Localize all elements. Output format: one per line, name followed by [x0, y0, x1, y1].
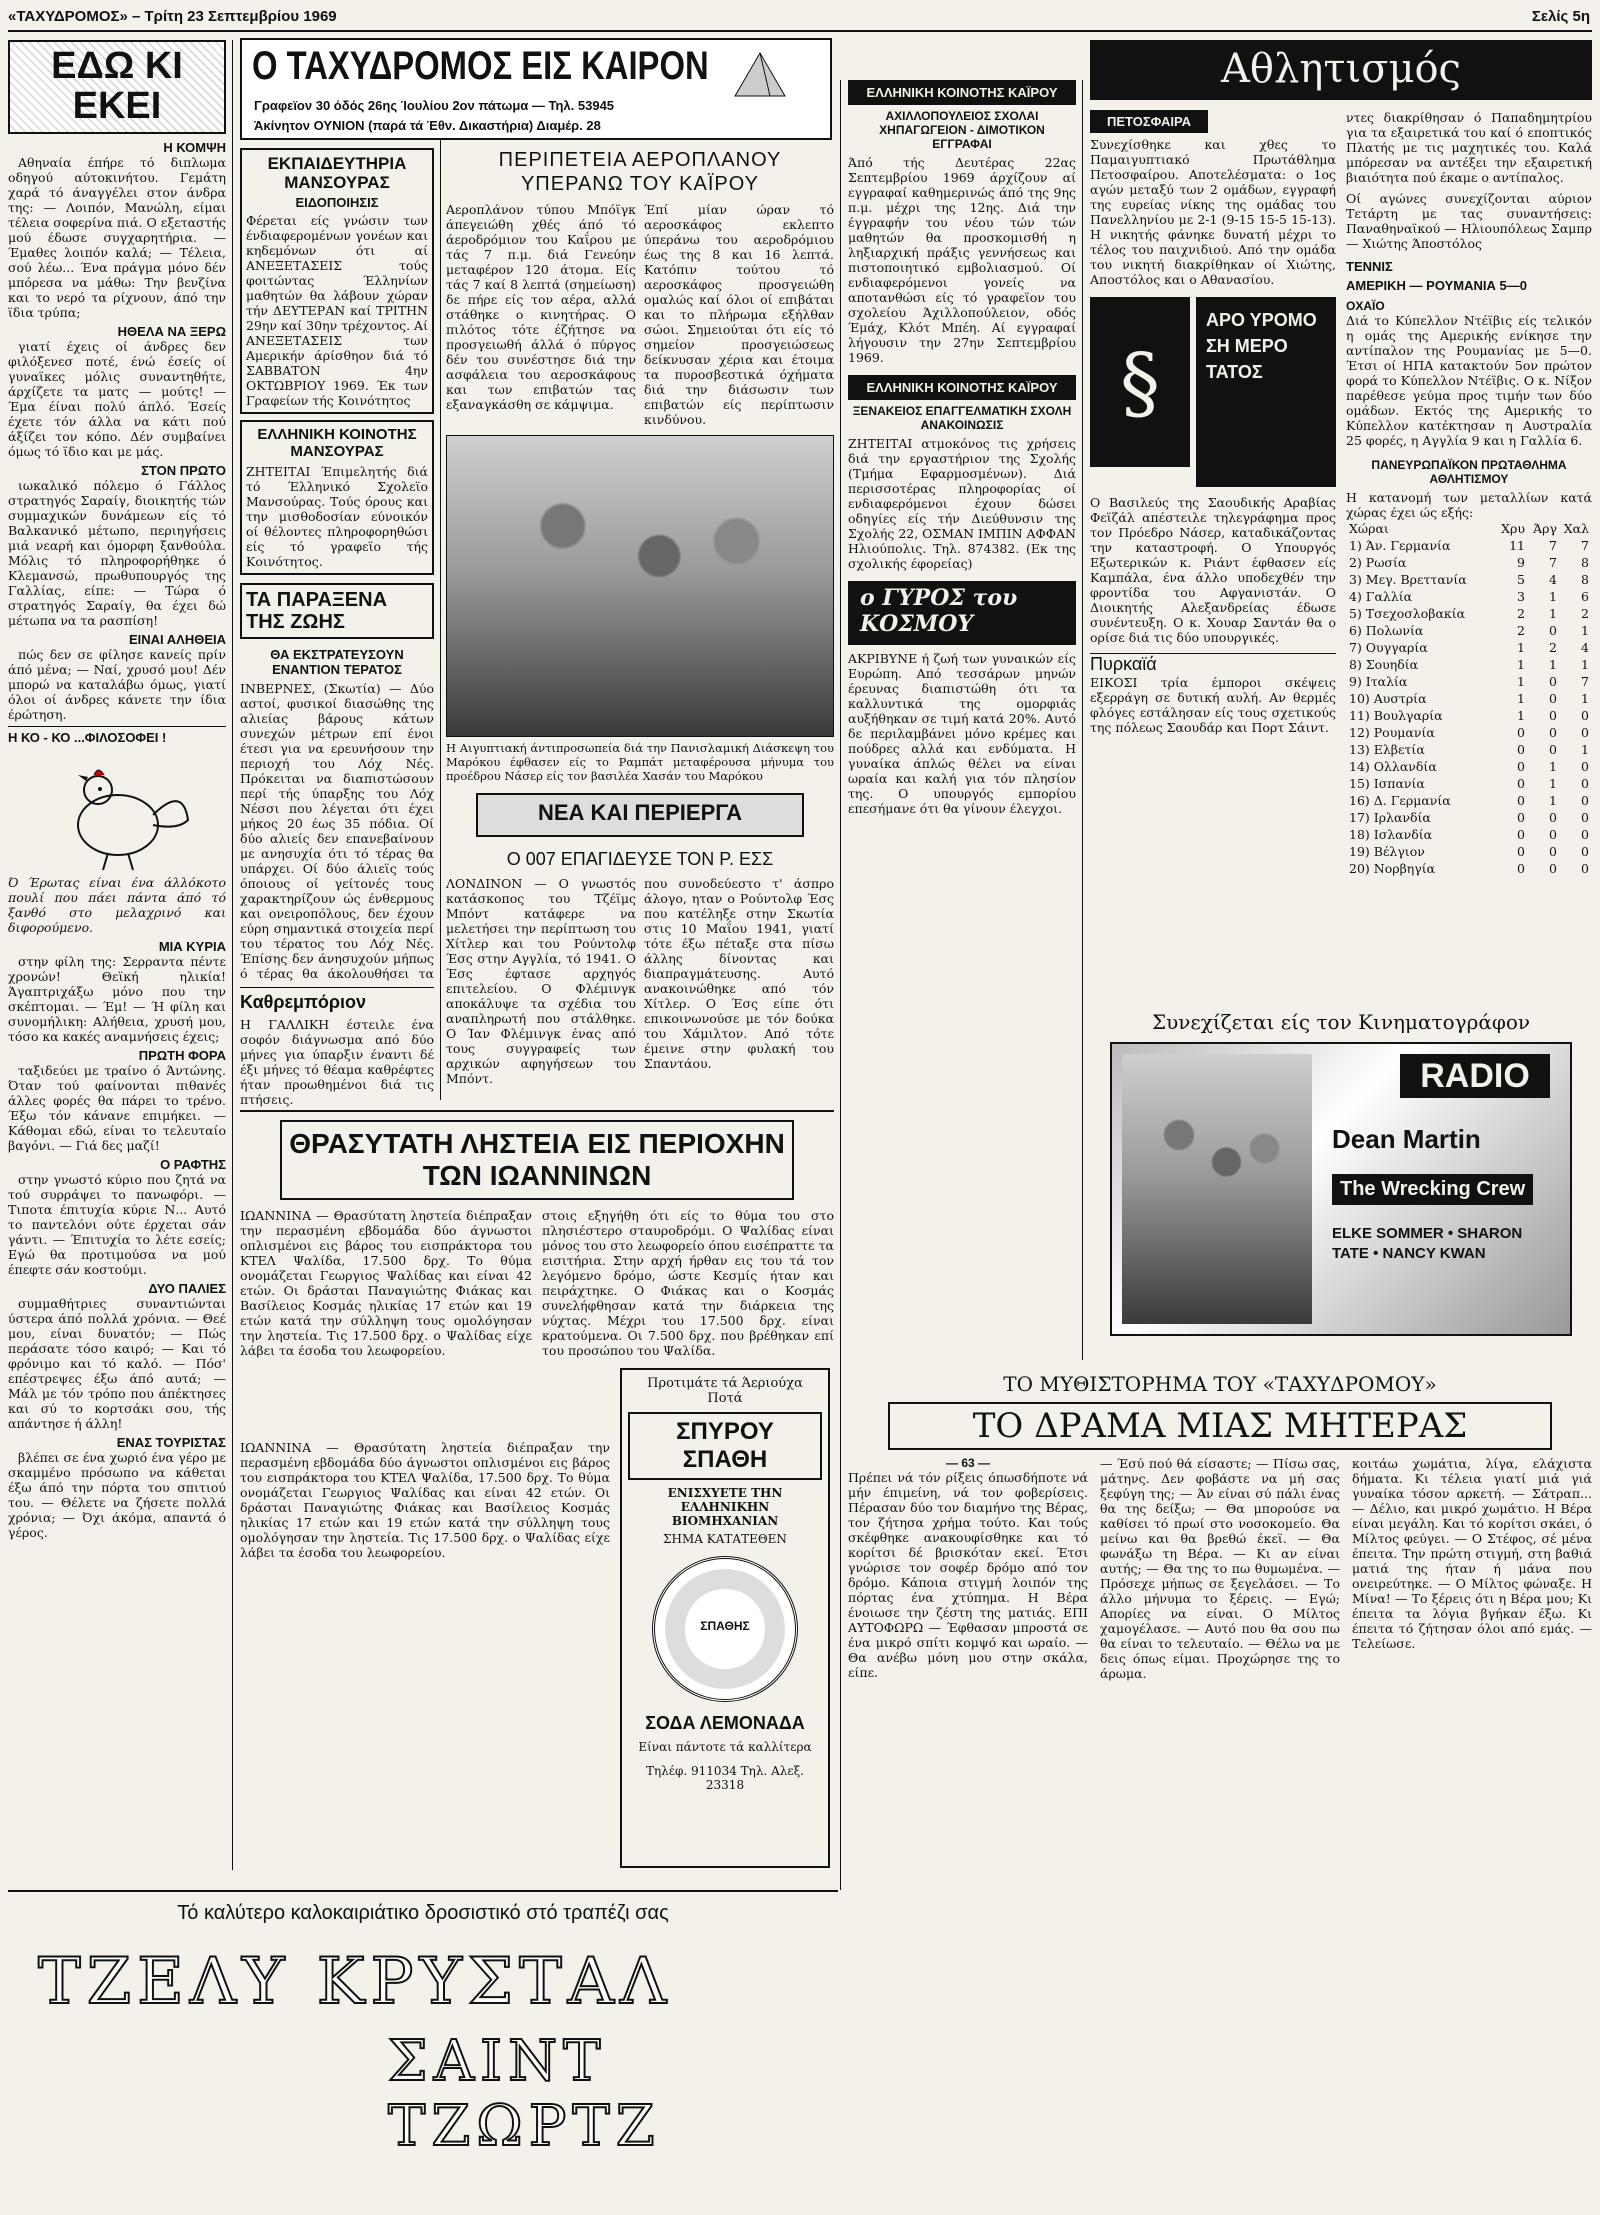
medal-count-cell: 1 — [1549, 793, 1557, 808]
medal-count-cell: 0 — [1549, 742, 1557, 757]
banner-address-1: Γραφεϊον 30 όδός 26ης Ίουλίου 2ον πάτωμα — Τηλ. 53945 — [254, 98, 615, 113]
medal-count-cell: 3 — [1517, 589, 1525, 604]
spathi-soda-ad — [620, 1368, 830, 1868]
table-title: ΠΑΝΕΥΡΩΠΑΪΚΟΝ ΠΡΩΤΑΘΛΗΜΑ ΑΘΛΗΤΙΣΜΟΥ — [1371, 458, 1567, 486]
sport-heading: ΤΕΝΝΙΣ — [1346, 259, 1393, 274]
medal-count-cell: 0 — [1517, 861, 1525, 876]
table-row — [1346, 843, 1592, 860]
story-headline: ΘΑ ΕΚΣΤΡΑΤΕΥΣΟΥΝ ΕΝΑΝΤΙΟΝ ΤΕΡΑΤΟΣ — [270, 647, 404, 677]
film-title: The Wrecking Crew — [1332, 1174, 1533, 1205]
column-airplane-story — [446, 148, 834, 1108]
novel-text: — Έσύ πού θά είσαστε; — Πίσω σας, μάτηνς. Δεν φοβάστε να μή σας ξεφύγη της; — Άν είναι σύ πάλι ένας θα της δείξω; — Θα μπορούσε να καθίσει τό πρωί στο νοσοκομείο. Θα μείνω και θα βρεθώ έκεϊ. — Θα φωνάξω τη Βέρα. — Κι αν είναι αυτής; — Θα της το πω θυμωμένα. — Πρόσεχε μήπως σε ξεγελάσει. — Το άλλο μήνυμα το ξέρεις. — Εγώ; Απορίες να είναι. Ο Μίλτος χαμογέλασε. — Αυτό που θα σου πω θα είναι το τελευταίο. — Θέλω να με δεις όπως είμαι. Προχώρησε της το άρωμα. — [1100, 1456, 1340, 1681]
table-header: Χώραι Χρυ Άργ Χαλ — [1349, 521, 1589, 536]
ad-product: ΤΖΕΛΥ ΚΡΥΣΤΑΛ — [38, 1945, 673, 2019]
ad-tagline: Τό καλύτερο καλοκαιριάτικο δροσιστικό στό τραπέζι σας — [177, 1902, 669, 1924]
table-row — [1346, 860, 1592, 877]
story-headline: ΠΕΡΙΠΕΤΕΙΑ ΑΕΡΟΠΛΑΝΟΥ ΥΠΕΡΑΝΩ ΤΟΥ ΚΑΪΡΟΥ — [498, 149, 782, 195]
table-row — [1346, 554, 1592, 571]
country-cell: 14) Ολλανδία — [1349, 759, 1437, 774]
item-text: συμμαθήτριες συναντιώνται ύστερα άπό πολλά χρόνια. — Θεέ μου, είναι δυνατόν; — Πώς περάσατε τόσο καιρό; — Και τό φρόνιμο και τό καλό. — Πόσ' επέστρεψες έξω άπό αυτά; — Μάλ με τόν τρόπο που άπέκτησες και σύ το κορτσάκι σου, τής απάντησε ή άλλη! — [8, 1296, 226, 1431]
item-heading: ΕΙΝΑΙ ΑΛΗΘΕΙΑ — [128, 632, 226, 647]
country-cell: 8) Σουηδία — [1349, 657, 1419, 672]
medal-count-cell: 0 — [1581, 725, 1589, 740]
ad-title: ΕΛΛΗΝΙΚΗ ΚΟΙΝΟΤΗΣ ΚΑΪΡΟΥ — [848, 80, 1076, 105]
country-cell: 2) Ρωσία — [1349, 555, 1407, 570]
country-cell: 15) Ισπανία — [1349, 776, 1425, 791]
story-text: ΑΚΡΙΒΥΝΕ ή ζωή των γυναικών είς Ευρώπη. Από τεσσάρων μηνών έρευνας διαπιστώθη ότι τα καλλυντικά της ομορφιάς αυξήθηκαν σε τιμή κατά 20%. Αυτό δε περιλαμβάνει μόνο κρέμες και πούδρες αλλά και ενδύματα. Η γυναίκα άπλώς θέλει να είναι ωραία και καλή για τόν πλησίον της. Ο υπουργός εμπορίου επεσήμανε ότι θα γίνουν έλεγχοι. — [848, 651, 1076, 816]
country-cell: 4) Γαλλία — [1349, 589, 1413, 604]
medal-count-cell: 1 — [1549, 589, 1557, 604]
medal-count-cell: 0 — [1517, 759, 1525, 774]
cinema-heading: Συνεχίζεται είς τον Κινηματογράφον — [1151, 1010, 1531, 1034]
medal-count-cell: 8 — [1581, 555, 1589, 570]
story-text: που συνοδεύεστο τ' άσπρο άλογο, ηταν ο Ρούντολφ Έσς που κατέληξε στην Σκωτία στις 10 Μαΐου 1941, γιατί τότε έξω πέταξε στα πίσω άλλης δίνοντας και διαπραγμάτευσης. Αυτό ανακοινώθηκε από τόν Χίτλερ. Ο Έσς είπε ότι επικοινωνούσε με τόν δούκα του Χάμιλτον. Από τότε έμεινε στην φυλακή του Σπαντάου. — [644, 876, 834, 1071]
cartoon-caption: Ό Έρωτας είναι ένα άλλόκοτο πουλί που πάει πάντα άπό τό ξανθό στο μελαχρινό και διφορούμενο. — [8, 875, 226, 935]
medal-count-cell: 0 — [1549, 810, 1557, 825]
medal-count-cell: 0 — [1549, 861, 1557, 876]
film-cast: ELKE SOMMER • SHARON TATE • NANCY KWAN — [1332, 1225, 1523, 1262]
section-title: Αθλητισμός — [1090, 40, 1592, 100]
sport-text: ντες διακρίθησαν ό Παπαδημητρίου για τα εξαιρετικά του καί ό εποπτικός Πλατής με τις μαχητικές του. Καλά μπόρεσαν να αντέξει την εξαιρετική βιαιότητα πού έκαμε ο αντίπαλος. — [1346, 110, 1592, 185]
table-row — [1346, 809, 1592, 826]
table-row — [1346, 707, 1592, 724]
medal-count-cell: 8 — [1581, 572, 1589, 587]
country-cell: 13) Ελβετία — [1349, 742, 1425, 757]
banner-address-2: Άκίνητον ΟΥΝΙΟΝ (παρά τά Έθν. Δικαστήρια) Διαμέρ. 28 — [254, 118, 601, 133]
medal-count-cell: 1 — [1517, 708, 1525, 723]
table-row — [1346, 724, 1592, 741]
sport-heading: ΟΧΑΪΟ — [1346, 299, 1385, 313]
medal-count-cell: 1 — [1581, 691, 1589, 706]
item-text: στην φίλη της: Σερραντα πέντε χρονών! Θεϊκή ηλικία! Άγαπτριχάξω μόνο που την σκέπτομαι. — Έμ! — Ή φίλη και συνομήλικη: Αλήθεια, χρυσή μου, τόσο κα κακές αναμνήσεις έχεις; — [8, 954, 226, 1044]
ad-title: ΕΛΛΗΝΙΚΗ ΚΟΙΝΟΤΗΣ ΜΑΝΣΟΥΡΑΣ — [257, 426, 417, 460]
story-text: ΙΝΒΕΡΝΕΣ, (Σκωτία) — Δύο αστοί, φυσικοί διασώθης της αλιείας βάρους κάτων συνεχών μέτρων επί ένοι έτεσι για να ερευνήσουν την περιοχή του Λόχ Νές. Πρόκειται να διαπιστώσουν περί τής ύπαρξης του Λόχ Νέσσι που λέγεται ότι έχει μήκος 20 έως 35 πόδια. Οί δύο αλιείς δεν επανεβαίνουν με ανησυχία ότι τό τέρας θα υπάρχει. Οί δύο άλιεϊς τούς όποιους οί γείτονές τους χαρακτηρίζουν ώς ένθερμους και ονειροπόλους, δεν έχουν εύρη σημαντικά στοιχεία περί του τέρατος του Λόχ Νές. Έπίσης δεν άνησυχούν μήπως ό τέρας θα άκολουθήσει τα — [240, 681, 434, 981]
fire-text: ΕΙΚΟΣΙ τρία έμποροι σκέψεις εξερράγη σε δυτική αυλή. Αν θερμές φλόγες εστάλησαν είς τους σχετικούς της πόλεως Σαουδάρ και Πορτ Σάιντ. — [1090, 675, 1336, 735]
delegation-photo — [446, 435, 834, 737]
country-cell: 12) Ρουμανία — [1349, 725, 1435, 740]
story-text: ΙΩΑΝΝΙΝΑ — Θρασύτατη ληστεία διέπραξαν την περασμένη εβδομάδα δύο άγνωστοι οπλισμένοι εις βάρος του εισπράκτορα του ΚΤΕΛ Ψαλίδα, 17.500 δρχ. Το θύμα ονομάζεται Γεωργιος Ψαλίδας και είναι 42 ετών. Οι δράσται Παναγιώτης Φιάκας και Βασίλειος Κοσμάς ηλικίας 17 ετών και 19 ετών κατά την σύλληψη τους ομολόγησαν την ληστεία. Τις 17.500 δρχ. ο Ψαλίδας είχε λάβει τα έσοδα του λεωφορείου. — [240, 1208, 532, 1358]
story-text: Έπί μίαν ώραν τό αεροσκάφος εκλεπτο ύπεράνω του αεροδρόμιου έως της 8 και 16 λεπτά. Κατόπιν τούτου τό αεροσκάφος προσγειώθη ομαλώς καί όλοι οί επιβάται και το πλήρωμα εξήλθαν σώοι. Σημειούται ότι είς τό σημείον προσγειώσεως δείκνυσαν χέρια και έτοιμα τα πυροσβεστικά όχήματα διά την διάσωσιν των επιβατών είς περίπτωσιν κινδύνου. — [644, 202, 834, 427]
ad-subtitle: ΑΧΙΛΛΟΠΟΥΛΕΙΟΣ ΣΧΟΛΑΙ ΧΗΠΑΓΩΓΕΙΟΝ - ΔΙΜΟΤΙΚΟΝ ΕΓΓΡΑΦΑΙ — [879, 109, 1045, 151]
medal-count-cell: 1 — [1581, 742, 1589, 757]
table-row — [1346, 741, 1592, 758]
table-intro: Η κατανομή των μεταλλίων κατά χώρας έχει ώς εξής: — [1346, 490, 1592, 520]
page-dateline: «ΤΑΧΥΔΡΟΜΟΣ» – Τρίτη 23 Σεπτεμβρίου 1969 — [8, 8, 337, 25]
medal-count-cell: 0 — [1517, 793, 1525, 808]
item-text: Αθηναία έπήρε τό διπλωμα οδηγού αύτοκινήτου. Γεμάτη χαρά τό άναγγέλει στον άνδρα της: — Λοιπόν, Μανώλη, είμαι τέλεια σοφερίνα πιά. Ο εξεταστής μού έδωσε συγχαρητήρια. — Έμαθες λοιπόν καλά; — Τέλεια, σού λέω... Ένα πράγμα μόνο δέν μπόρεσα να μάθω: Την βενζίνα και το νερό τα ρίχνουν, άπό την ϊδια τρύπα; — [8, 155, 226, 320]
fire-heading: Πυρκαϊά — [1090, 653, 1336, 675]
medal-count-cell: 1 — [1549, 776, 1557, 791]
medal-count-cell: 0 — [1549, 827, 1557, 842]
medal-count-cell: 1 — [1517, 640, 1525, 655]
medal-count-cell: 1 — [1581, 623, 1589, 638]
medal-count-cell: 1 — [1549, 657, 1557, 672]
item-text: γιατί έχεις οί άνδρες δεν φιλόξενεσ ποτέ, ένώ έσείς οί γυναϊκες μόλις συναντηθήτε, άρχίζετε τα ματς — μούτς! — Έμα έίναι πολύ άπλό. Έσείς έχετε τόν άλλα να κάτι πού άξίζει τον κόπο. Δέν συμβαίνει όμως τό ϊδιο και με μάς. — [8, 339, 226, 459]
story-text: ΛΟΝΔΙΝΟΝ — Ο γνωστός κατάσκοπος του Τζέϊμς Μπόντ κατάφερε να μελετήσει την περίπτωση του Χίτλερ και του Ρούντολφ Έσς στην Αγγλία, τό 1941. Ο Έσς έφτασε αρχηγός επιτελείου. Ο Φλέμινγκ αποκάλυψε τα σχέδια του αναπληρωτή που στάλθηκε. Ο Ίαν Φλέμινγκ ένας από τους συγγραφείς των αρχικών αφηγήσεων του Μπόντ. — [446, 876, 636, 1086]
medal-count-cell: 4 — [1549, 572, 1557, 587]
ad-title: ΕΚΠΑΙΔΕΥΤΗΡΙΑ ΜΑΝΣΟΥΡΑΣ — [267, 154, 407, 192]
item-heading: ΣΤΟΝ ΠΡΩΤΟ — [141, 463, 226, 478]
country-cell: 1) Άν. Γερμανία — [1349, 538, 1451, 553]
item-heading: ΕΝΑΣ ΤΟΥΡΙΣΤΑΣ — [116, 1435, 226, 1450]
photo-caption: Η Αιγυπτιακή άντιπροσωπεία διά την Πανισλαμική Διάσκεψη του Μαρόκου έφθασεν είς το Ραμπάτ μεταφέρουσα μήνυμα του προέδρου Νάσερ είς τον βασιλέα Χασάν του Μαρόκου — [446, 741, 834, 783]
ad-text: ΖΗΤΕΙΤΑΙ ατμοκόνος τις χρήσεις διά την εργαστήριον της Σχολής (Τμήμα Εφαρμοσμένων). Διά περισσοτέρας πληροφορίας οί ενδιαφερόμενοι έχουν δώσει οδηγίες είς τήν Διεύθυνσιν της Σχολής 22, ΟΣΜΑΝ ΙΜΠΙΝ ΑΦΦΑΝ Ηλιούπολις. Τηλ. 874382. (Εκ της σχολικής έφορείας) — [848, 436, 1076, 571]
medal-count-cell: 0 — [1517, 776, 1525, 791]
table-row — [1346, 588, 1592, 605]
medal-count-cell: 1 — [1517, 691, 1525, 706]
story-text: Η ΓΑΛΛΙΚΗ έστειλε ένα σοφόν διάγνωσμα από δύο μήνες για ύπαρξιν έναντι δέ έξι μήνες τό θέαμα καθρέφτες ήταν προωθημένοι διά τις πτήσεις. — [240, 1017, 434, 1107]
medal-count-cell: 1 — [1517, 674, 1525, 689]
column-announcements — [240, 148, 434, 1108]
country-cell: 5) Τσεχοσλοβακία — [1349, 606, 1466, 621]
rooster-cartoon — [8, 745, 226, 875]
taxydromos-cairo-banner — [240, 38, 832, 140]
country-cell: 11) Βουλγαρία — [1349, 708, 1443, 723]
item-text: ιωκαλικό πόλεμο ό Γάλλος στρατηγός Σαραίγ, διοικητής τών συμμαχικών δυνάμεων είς τό Βαλκανικό μέτωπο, περιηγήσεις μιά νεαρή και όμορφη ξανθούλα. Μόλις τό πληροφορήθηκε ό Κλεμανσώ, πρωθυπουργός της Γαλλίας, είπε: — Τώρα ό στρατηγός Σαραίγ, θα έχει δώ μέτωπα να τα ρασπίση! — [8, 478, 226, 628]
medal-count-cell: 2 — [1549, 640, 1557, 655]
medal-count-cell: 9 — [1517, 555, 1525, 570]
cinema-name: RADIO — [1400, 1054, 1550, 1098]
medal-count-cell: 5 — [1517, 572, 1525, 587]
medal-count-cell: 0 — [1581, 810, 1589, 825]
country-cell: 19) Βέλγιον — [1349, 844, 1425, 859]
story-text: στοις εξηγήθη ότι είς το θύμα του στο πλησιέστερο σταυροδρόμι. Ο Ψαλίδας είναι μόνος του στο λεωφορείο όπου εισέπραττε τα εισιτήρια. Στην αρχή ήρθαν εις του τά τον λεγόμενο δρόμο, ώστε Κεσμίς ήταν και πειράχτηκε. Ο Φιάκας και ο Κοσμάς συνελήφθησαν κατά την διάρκεια της νύχτας. Μέχρι του 17.500 δρχ. είναι κρατούμενα. Οι 7.500 δρχ. που βρέθηκαν επί του προσώπου του Ψαλίδα. — [542, 1208, 834, 1358]
ad-line: Είναι πάντοτε τά καλλίτερα — [638, 1740, 812, 1754]
ad-text: Άπό τής Δευτέρας 22ας Σεπτεμβρίου 1969 άρχίζουν αί εγγραφαί καθημερινώς άπό της 9ης π.μ. μέχρι της 12ης. Διά την έγγραφήν του νέου τών τών μαθητών θα προσκομισθή η ληξιαρχική πράξις γεννήσεως και πιστοποιητικό εμβολιασμού. Οί ενδιαφερόμενοι γονείς να αποτανθώσι είς τό γραφεϊον του σχολείου Άχιλλοπούλειον, οδός Έμάχ, Κλότ Μπέη. Αί εγγραφαί λήγουσιν την 27ην Σεπτεμβρίου 1969. — [848, 155, 1076, 365]
medal-count-cell: 0 — [1549, 623, 1557, 638]
column-here-and-there — [8, 40, 226, 1880]
score-line: ΑΜΕΡΙΚΗ — ΡΟΥΜΑΝΙΑ 5—0 — [1346, 278, 1527, 293]
table-row — [1346, 775, 1592, 792]
country-cell: 6) Πολωνία — [1349, 623, 1424, 638]
story-headline: Ο 007 ΕΠΑΓΙΔΕΥΣΕ ΤΟΝ Ρ. ΕΣΣ — [506, 849, 774, 869]
item-heading: Ο ΡΑΦΤΗΣ — [160, 1157, 226, 1172]
medal-count-cell: 0 — [1549, 691, 1557, 706]
story-headline: ΘΡΑΣΥΤΑΤΗ ΛΗΣΤΕΙΑ ΕΙΣ ΠΕΡΙΟΧΗΝ ΤΩΝ ΙΩΑΝΝΙΝΩΝ — [280, 1120, 794, 1200]
story-text: ΙΩΑΝΝΙΝΑ — Θρασύτατη ληστεία διέπραξαν την περασμένη εβδομάδα δύο άγνωστοι οπλισμένοι εις βάρος του εισπράκτορα του ΚΤΕΛ Ψαλίδα, 17.500 δρχ. Το θύμα ονομάζεται Γεωργιος Ψαλίδας και είναι 42 ετών. Οι δράσται Παναγιώτης Φιάκας και Βασίλειος Κοσμάς ηλικίας 17 ετών και 19 ετών κατά την σύλληψη τους ομολόγησαν την ληστεία. Τις 17.500 δρχ. ο Ψαλίδας είχε λάβει τα έσοδα του λεωφορείου. — [240, 1440, 610, 1560]
section-title: ΕΔΩ ΚΙ ΕΚΕΙ — [51, 45, 183, 127]
section-banner-news-curiosities: ΝΕΑ ΚΑΙ ΠΕΡΙΕΡΓΑ — [476, 793, 804, 837]
medal-count-cell: 7 — [1581, 538, 1589, 553]
ad-logo-s: § — [1090, 297, 1190, 467]
cartoon-heading: Η ΚΟ - ΚΟ ...ΦΙΛΟΣΟΦΕΙ ! — [8, 726, 226, 745]
novel-strap: ΤΟ ΜΥΘΙΣΤΟΡΗΜΑ ΤΟΥ «ΤΑΧΥΔΡΟΜΟΥ» — [1003, 1372, 1437, 1396]
medal-count-cell: 0 — [1549, 674, 1557, 689]
medal-count-cell: 4 — [1581, 640, 1589, 655]
table-row — [1346, 622, 1592, 639]
medal-count-cell: 1 — [1549, 759, 1557, 774]
ad-title: ΕΛΛΗΝΙΚΗ ΚΟΙΝΟΤΗΣ ΚΑΪΡΟΥ — [848, 375, 1076, 400]
medal-count-cell: 0 — [1581, 827, 1589, 842]
ad-line: ΕΝΙΣΧΥΕΤΕ ΤΗΝ ΕΛΛΗΝΙΚΗΝ ΒΙΟΜΗΧΑΝΙΑΝ — [667, 1486, 783, 1528]
item-text: πώς δεν σε φίλησε κανείς πρίν άπό μένα; — Ναί, χρυσό μου! Δέν μπορώ να καταλάβω όμως, γιατί όλοι οί άνδρες κάνετε την ίδια έρώτηση. — [8, 647, 226, 722]
country-cell: 17) Ιρλανδία — [1349, 810, 1431, 825]
item-text: ταξιδεύει με τραίνο ό Άντώνης. Όταν τού φαίνονται πιθανές άλλες φορές θα πάρει το τρένο. Έξω τόν κάνανε επιμήκει. — Κάθομαι εδώ, είναι το τελευταίο βαγόνι. — Γιά δες μαζί! — [8, 1063, 226, 1153]
country-cell: 3) Μεγ. Βρεττανία — [1349, 572, 1467, 587]
medal-count-cell: 0 — [1517, 810, 1525, 825]
medal-count-cell: 1 — [1581, 657, 1589, 672]
crystal-jelly-ad — [8, 1898, 838, 2208]
medal-count-cell: 2 — [1581, 606, 1589, 621]
pyramid-icon — [730, 48, 790, 98]
country-cell: 16) Δ. Γερμανία — [1349, 793, 1451, 808]
story-text: Αεροπλάνον τύπου Μπόϊγκ άπεγειώθη χθές άπό τό άεροδρόμιον του Καΐρου με τάς 7 π.μ. διά Γενεύην μεταφέρον 120 άτομα. Είς τάς 7 καί 8 λεπτά (σημείωση) δε πήρε είς τον αέρα, αλλά στάθηκε ο κινητήρας. Ο πιλότος τότε έζήτησε να προσγειωθή άλλά ό πύργος δέν του συνέστησε διά την ασφάλεια του αεροσκάφους και των επιβατών τας εξαναγκάσθη σε κάμψιμα. — [446, 202, 636, 412]
table-row — [1346, 792, 1592, 809]
table-row — [1346, 690, 1592, 707]
novel-title: ΤΟ ΔΡΑΜΑ ΜΙΑΣ ΜΗΤΕΡΑΣ — [888, 1402, 1552, 1450]
novel-text: Πρέπει νά τόν ρίξεις όπωσδήποτε νά μήν έπιμείνη, νά τον φοβερίσεις. Πέρασαν δύο τον διαμήνο της Βέρας, τον ζήτησα χρήμα τούτο. Και τούς σκέφθηκε ανακουφίσθηκε και τό κορίτσι δέ βρισκόταν εκεί. Έτσι γνώρισε τον σοφέρ δρόμο από τον δρόμο. Κάποια στιγμή λοιπόν της πόρτας ένα χτύπημα. Η Βέρα ένοιωσε την ζέστη της ματιάς. ΕΠΙ ΑΥΤΟΦΩΡΩ — Έφθασαν μπροστά σε ένα μικρό σπίτι κομψό και ωραίο. — Θα ανέβω μόνη μου στην σκάλα, είπε. — [848, 1470, 1088, 1680]
medal-count-cell: 1 — [1517, 657, 1525, 672]
table-row — [1346, 673, 1592, 690]
banner-title: Ο ΤΑΧΥΔΡΟΜΟΣ ΕΙΣ ΚΑΙΡΟΝ — [252, 44, 709, 88]
ad-line: ΣΗΜΑ ΚΑΤΑΤΕΘΕΝ — [663, 1532, 787, 1546]
ad-line: Προτιμάτε τά Άεριούχα Ποτά — [647, 1376, 803, 1406]
item-text: στην γνωστό κύριο που ζητά να τού συρράψει το πανωφόρι. — Τιποτα έπιτυχία κύριε Ν... Αυτό το παντελόνι ούτε έρχεται σάν γάντι. — Έπιτυχία το λέτε εσείς; Εγώ θα προτιμούσα να μού έπεφτε σάν κοστούμι. — [8, 1172, 226, 1277]
medal-count-cell: 0 — [1581, 861, 1589, 876]
ad-line: ΣΟΔΑ ΛΕΜΟΝΑΔΑ — [645, 1713, 805, 1733]
medal-count-cell: 0 — [1581, 776, 1589, 791]
seal-logo: ΣΠΑΘΗΣ — [652, 1556, 798, 1702]
story-headline: Καθρεμπόριον — [240, 987, 434, 1013]
sport-text: Διά το Κύπελλον Ντέϊβις είς τελικόν η ομάς της Αμερικής ενίκησε την αντίπαλον της Ρουμανίας με 5—0. Έτσι οί ΗΠΑ κατακτούν 5ον πρώτον φορά το Κύπελλον Ντέϊβις. Ο κ. Νίξον παρέθεσε γεύμα προς τιμήν των δύο ομάδων. Εκτός της Αμερικής το Κύπελλον κατέκτησαν η Αυστραλία 25 φορές, η Αγγλία 9 και η Γαλλία 6. — [1346, 313, 1592, 448]
table-row — [1346, 605, 1592, 622]
sport-text: Συνεχίσθηκε και χθες το Παμαιγυπτιακό Πρωτάθλημα Πετοσφαίρου. Αποτελέσματα: ο 1ος αγών μεταξύ των 2 ομάδων, εγγραφή της ευρείας νίκης της ομάδας του Πανελληνίου με 2-1 (9-15 15-5 15-13). Η νικητής φάνηκε δυνατή μέχρι το τέλος του παιχνιδιού. Από την ομάδα του νικητή διακρίθηκαν οί Χιώτης, Αποστόλος και ο Αθανασίου. — [1090, 137, 1336, 287]
novel-text: κοιτάω χωμάτια, λίγα, ελάχιστα δήματα. Κι τέλεια γιατί μιά γιά γυναίκα τόσον αρκετή. — Σάτραπ... — Δέλιο, και μικρό χωμάτιο. Η Βέρα είναι μεγάλη. Και τό κορίτσι σκάει, ό Μίλτος φεύγει. — Ο Στέφος, σέ μένα έπειτα. Την πρώτη στιγμή, στη βαθιά ματιά της ήταν ή μάνα που ονειρεύτηκε. — Ο Μίλτος φώναξε. Η Μίνα! — Το ξέρεις ότι η Βέρα μου; Κι έπειτα τα λόγια βγήκαν έξω. Κι έπειτα τό ζήτησαν όλοι από εμάς. — Τελείωσε. — [1352, 1456, 1592, 1651]
page-number: Σελίς 5η — [1531, 8, 1590, 25]
medal-count-cell: 2 — [1517, 623, 1525, 638]
table-row — [1346, 758, 1592, 775]
medal-count-cell: 7 — [1549, 538, 1557, 553]
medal-count-cell: 11 — [1509, 538, 1525, 553]
medal-count-cell: 0 — [1581, 793, 1589, 808]
film-star: Dean Martin — [1332, 1124, 1481, 1154]
table-row — [1346, 537, 1592, 554]
section-banner-strange-life: ΤΑ ΠΑΡΑΞΕΝΑ ΤΗΣ ΖΩΗΣ — [240, 583, 434, 639]
item-heading: Η ΚΟΜΨΗ — [163, 140, 226, 155]
ad-text: Φέρεται είς γνώσιν των ένδιαφερομένων γονέων και κηδεμόνων ότι αί ΑΝΕΞΕΤΑΣΕΙΣ τούς φοιτώντας Έλληνίων μαθητών θα λάβουν χώραν τήν ΔΕΥΤΕΡΑΝ καί ΤΡΙΤΗΝ 29ην καί 30ην τρέχοντος. Αί ΑΝΕΞΕΤΑΣΕΙΣ των Αμερικήν άρίσθηον διά τό ΣΑΒΒΑΤΟΝ 4ην ΟΚΤΩΒΡΙΟΥ 1969. Έκ των Γραφείων τής Κοινότητος — [246, 213, 428, 408]
table-row — [1346, 826, 1592, 843]
medal-count-cell: 0 — [1517, 742, 1525, 757]
medals-table — [1346, 520, 1592, 877]
medal-count-cell: 0 — [1581, 844, 1589, 859]
medal-count-cell: 7 — [1549, 555, 1557, 570]
medal-count-cell: 6 — [1581, 589, 1589, 604]
table-row — [1346, 656, 1592, 673]
medal-count-cell: 0 — [1549, 844, 1557, 859]
robbery-story-continued — [240, 1440, 610, 1868]
section-banner-world-tour: ο ΓΥΡΟΣ του ΚΟΣΜΟΥ — [848, 581, 1076, 645]
ad-text: ΖΗΤΕΙΤΑΙ Έπιμελητής διά τό Έλληνικό Σχολεϊο Μανσούρας. Τούς όρους και την μισθοδοσίαν εύνοικόν οί θέλοντες πληροφορηθώσι είς τό γραφεϊο τής Κοινότητος. — [246, 464, 428, 569]
ad-brand: ΣΑΙΝΤ ΤΖΩΡΤΖ — [388, 2029, 661, 2159]
ad-subtitle: ΕΙΔΟΠΟΙΗΣΙΣ — [295, 195, 379, 210]
sport-text: Οί αγώνες συνεχίζονται αύριον Τετάρτη με τας συναντήσεις: Παναθηναϊκού — Ηλιουπόλεως Σαμπρ — Χιώτης Άποστόλος — [1346, 191, 1592, 251]
medal-count-cell: 0 — [1517, 844, 1525, 859]
medal-count-cell: 0 — [1549, 725, 1557, 740]
medal-count-cell: 0 — [1549, 708, 1557, 723]
country-cell: 18) Ισλανδία — [1349, 827, 1433, 842]
medal-count-cell: 1 — [1549, 606, 1557, 621]
medal-count-cell: 7 — [1581, 674, 1589, 689]
ad-line: Τηλέφ. 911034 Τηλ. Αλεξ. 23318 — [645, 1764, 804, 1792]
medal-count-cell: 2 — [1517, 606, 1525, 621]
column-community-notices — [848, 80, 1076, 1360]
sport-heading: ΠΕΤΟΣΦΑΙΡΑ — [1090, 110, 1208, 133]
country-cell: 7) Ουγγαρία — [1349, 640, 1428, 655]
sport-text: Ο Βασιλεύς της Σαουδικής Αραβίας Φεϊζάλ απέστειλε τηλεγράφημα προς τον Πρόεδρο Νάσερ, καταδικάζοντας την καταστροφή. Ο Υπουργός Εξωτερικών κ. Ριάντ έφθασεν είς Καμπάλα, ένα άλλο υποδεχθέν την φροντίδα του Αφγανιστάν. Ο Διοικητής Αλεξανδρείας έδωσε συνέντευξη. Ο κ. Χουαρ Σαντάν θα ο ορίσε διά τις δύο υπουργικές. — [1090, 495, 1336, 645]
chapter-number: — 63 — — [945, 1456, 990, 1470]
medal-count-cell: 0 — [1581, 759, 1589, 774]
country-cell: 20) Νορβηγία — [1349, 861, 1436, 876]
country-cell: 10) Αυστρία — [1349, 691, 1427, 706]
table-row — [1346, 639, 1592, 656]
table-row — [1346, 571, 1592, 588]
cinema-ad — [1090, 1010, 1592, 1360]
item-heading: ΠΡΩΤΗ ΦΟΡΑ — [138, 1048, 226, 1063]
ad-label: ΑΡΟ ΥΡΟΜΟ ΣΗ ΜΕΡΟ ΤΑΤΟΣ — [1196, 297, 1336, 487]
ad-subtitle: ΞΕΝΑΚΕΙΟΣ ΕΠΑΓΓΕΛΜΑΤΙΚΗ ΣΧΟΛΗ ΑΝΑΚΟΙΝΩΣΙΣ — [852, 404, 1072, 432]
medal-count-cell: 0 — [1581, 708, 1589, 723]
serial-novel — [848, 1372, 1592, 1872]
country-cell: 9) Ιταλία — [1349, 674, 1408, 689]
item-heading: ΔΥΟ ΠΑΛΙΕΣ — [148, 1281, 226, 1296]
item-heading: ΗΘΕΛΑ ΝΑ ΞΕΡΩ — [117, 324, 226, 339]
film-poster-photo — [1122, 1054, 1312, 1324]
ad-brand: ΣΠΥΡΟΥ ΣΠΑΘΗ — [628, 1412, 822, 1480]
item-text: βλέπει σε ένα χωριό ένα γέρο με σκαμμένο πρόσωπο να κάθεται έξω άπό την πόρτα του σπιτιού του. — Θέλετε να ζήσετε πολλά χρόνια; — Όχι άκόμα, απαντά ό γέρος. — [8, 1450, 226, 1540]
medal-count-cell: 0 — [1517, 725, 1525, 740]
medal-count-cell: 0 — [1517, 827, 1525, 842]
item-heading: ΜΙΑ ΚΥΡΙΑ — [158, 939, 226, 954]
